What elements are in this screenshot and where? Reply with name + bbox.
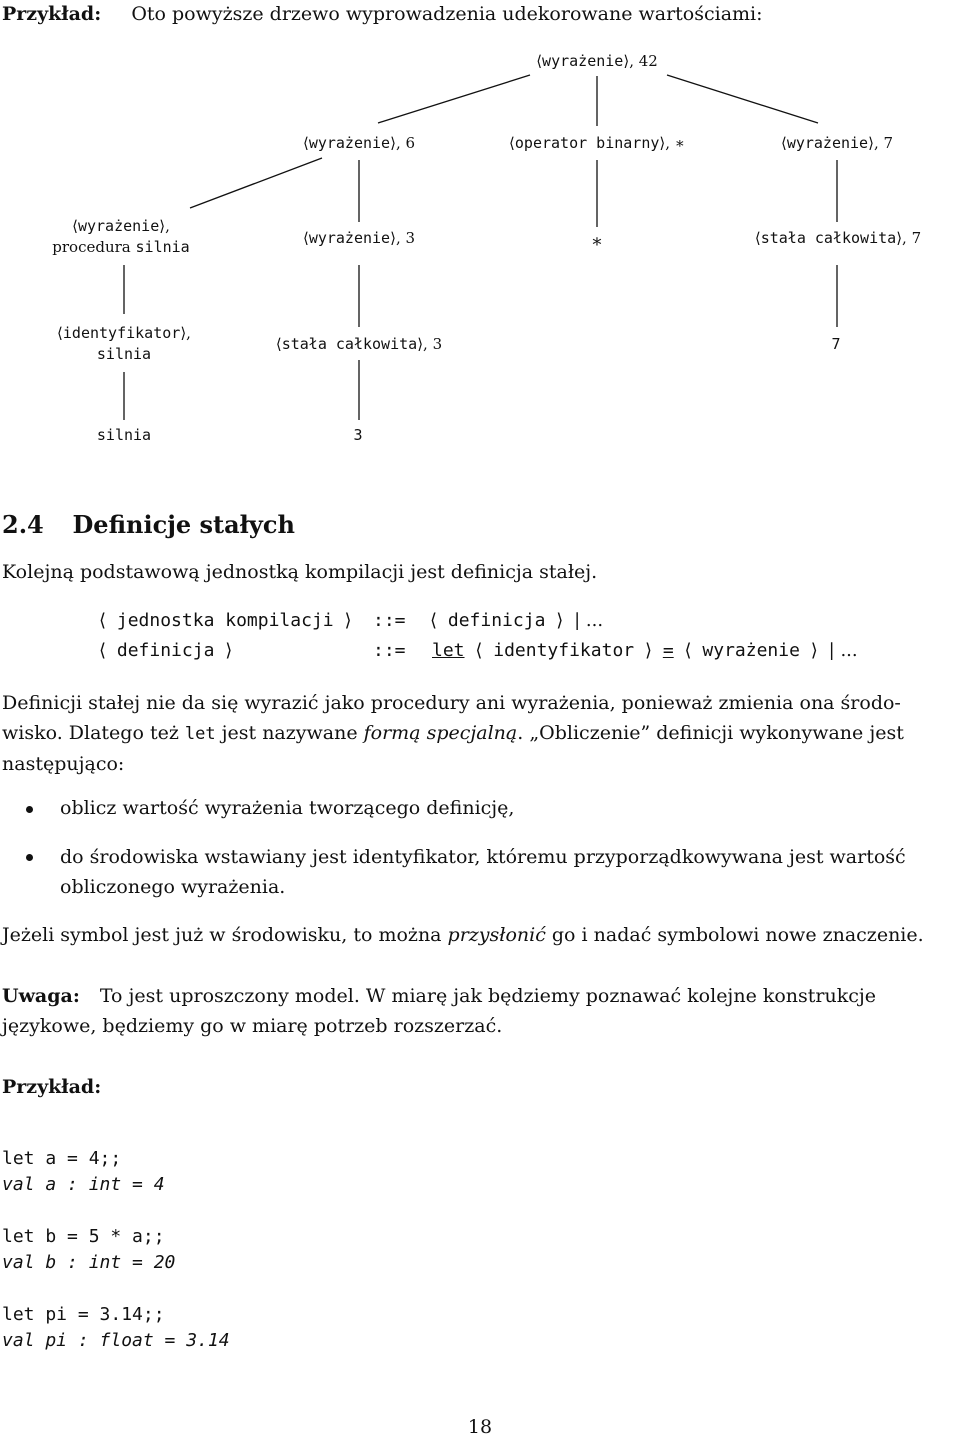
example-heading: Przykład:	[2, 3, 102, 25]
code-line-1: let a = 4;;	[2, 1148, 122, 1169]
edge-root-expr6	[378, 75, 530, 123]
tree-node-expr7: ⟨wyrażenie⟩, 7	[780, 134, 894, 152]
grammar-rule-1-op: ::=	[373, 610, 406, 631]
intro-text: Kolejną podstawową jednostką kompilacji jest definicja stałej.	[2, 561, 598, 583]
para1-line1: Definicji stałej nie da się wyrazić jako procedury ani wyrażenia, ponieważ zmienia ona środo-	[2, 692, 901, 714]
page-number: 18	[467, 1416, 493, 1438]
definition-paragraph	[2, 688, 958, 779]
grammar-rule-2-op: ::=	[373, 640, 406, 661]
code-line-2: val a : int = 4	[2, 1174, 165, 1195]
tree-node-expr-proc: ⟨wyrażenie⟩, procedura silnia	[52, 217, 190, 256]
edge-root-expr7	[667, 75, 818, 123]
example-intro: Oto powyższe drzewo wyprowadzenia udekorowane wartościami:	[131, 3, 763, 25]
code-line-5: let pi = 3.14;;	[2, 1304, 165, 1325]
para1-line3: następująco:	[2, 753, 125, 775]
tree-node-const3: ⟨stała całkowita⟩, 3	[275, 335, 443, 353]
para1-line2: wisko. Dlatego też let jest nazywane formą specjalną. „Obliczenie” definicji wykonywane jest	[2, 722, 904, 744]
edge-expr6-proc	[190, 158, 322, 208]
tree-node-expr3: ⟨wyrażenie⟩, 3	[302, 229, 416, 247]
section-number: 2.4	[2, 510, 44, 539]
grammar-rule-2-lhs: ⟨ definicja ⟩	[99, 640, 233, 661]
grammar-rule-2-rhs: let ⟨ identyfikator ⟩ = ⟨ wyrażenie ⟩ | ...	[432, 640, 858, 661]
bullet-item-2: do środowiska wstawiany jest identyfikator, któremu przyporządkowywana jest wartość obliczonego wyrażenia.	[60, 846, 906, 898]
note-line2: językowe, będziemy go w miarę potrzeb rozszerzać.	[2, 1015, 503, 1037]
code-line-3: let b = 5 * a;;	[2, 1226, 165, 1247]
tree-node-operator: ⟨operator binarny⟩, ∗	[509, 134, 685, 152]
grammar-rule-1-lhs: ⟨ jednostka kompilacji ⟩	[99, 610, 352, 631]
note-line1: Uwaga: To jest uproszczony model. W miarę jak będziemy poznawać kolejne konstrukcje	[2, 985, 877, 1007]
tree-node-root: ⟨wyrażenie⟩, 42	[536, 52, 658, 70]
bullet-icon	[26, 854, 33, 861]
code-line-6: val pi : float = 3.14	[2, 1330, 230, 1351]
example2-heading: Przykład:	[2, 1076, 102, 1098]
grammar-rule-1-rhs: ⟨ definicja ⟩ | ...	[430, 610, 604, 631]
tree-node-silnia: silnia	[96, 426, 152, 444]
code-line-4: val b : int = 20	[2, 1252, 176, 1273]
section-title: Definicje stałych	[72, 510, 295, 539]
tree-node-identifier: ⟨identyfikator⟩, silnia	[57, 324, 191, 363]
shadowing-paragraph: Jeżeli symbol jest już w środowisku, to można przysłonić go i nadać symbolowi nowe znaczenie.	[2, 924, 924, 946]
tree-node-star: ∗	[590, 231, 604, 252]
tree-node-seven: 7	[831, 335, 841, 353]
bullet-item-1: oblicz wartość wyrażenia tworzącego definicję,	[60, 797, 515, 819]
section-heading	[2, 508, 295, 542]
note-label: Uwaga:	[2, 985, 80, 1007]
tree-node-expr6: ⟨wyrażenie⟩, 6	[302, 134, 416, 152]
bullet-icon	[26, 806, 33, 813]
tree-node-const7: ⟨stała całkowita⟩, 7	[754, 229, 922, 247]
tree-node-three: 3	[353, 426, 363, 444]
